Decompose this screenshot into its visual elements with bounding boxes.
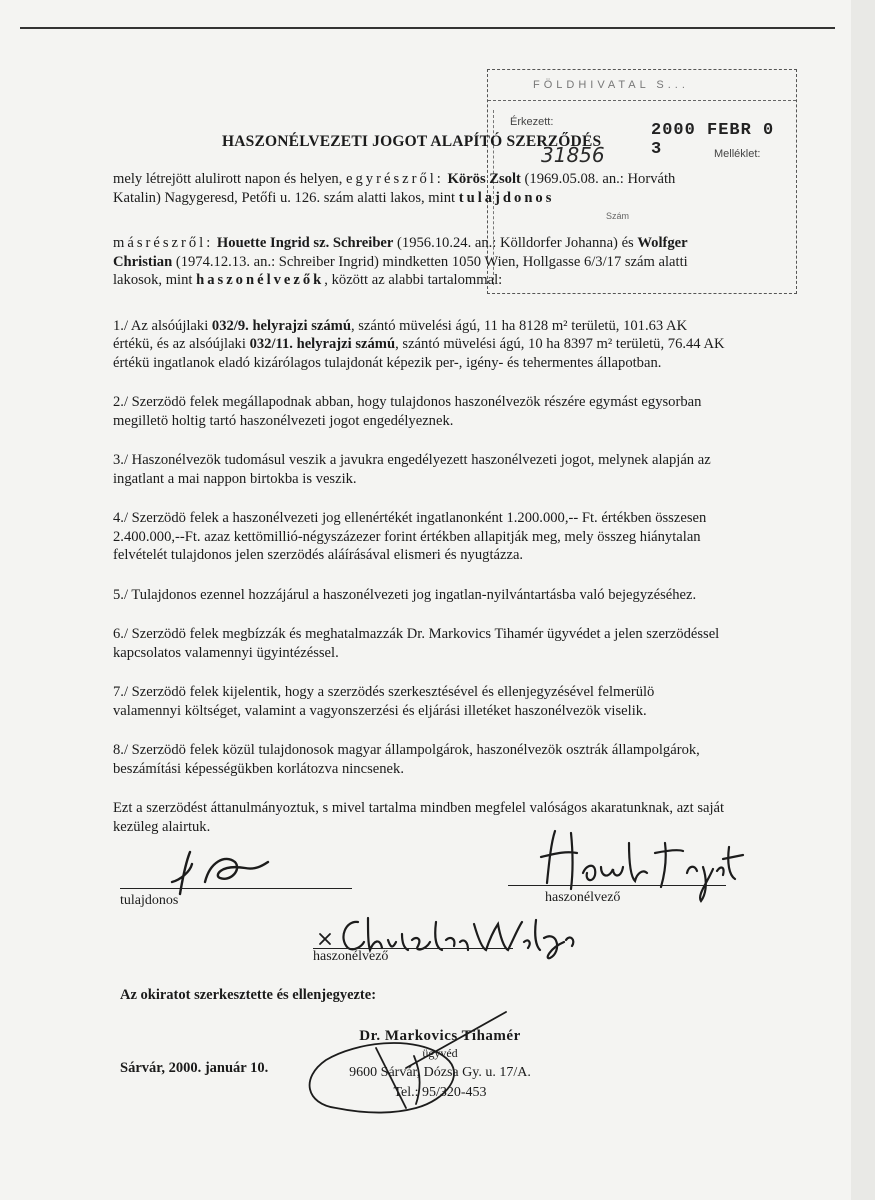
clause-8: 8./ Szerzödö felek közül tulajdonosok magyar állampolgárok, haszonélvezök osztrák állampolgárok, beszámítási képességükben korlátozva nincsenek.: [113, 742, 700, 777]
stamp-divider: [488, 100, 796, 101]
clause-1: 1./ Az alsóújlaki 032/9. helyrajzi számú, szántó müvelési ágú, 11 ha 8128 m² területü, 101.63 AK értékü, és az alsóújlaki 032/11. helyrajzi számú, szántó müvelési ágú, 10 ha 8397 m² területü, 76.44 AK értékü ingatlanok eladó kizárólagos tulajdonát képezik per-, igény- és tehermentes állapotban.: [113, 317, 725, 371]
clause-6: 6./ Szerzödö felek megbízzák és meghatalmazzák Dr. Markovics Tihamér ügyvédet a jelen szerzödéssel kapcsolatos valamennyi ügyintézéssel.: [113, 626, 720, 661]
lawyer-name: Dr. Markovics Tihamér: [359, 1028, 521, 1044]
lawyer-phone: Tel.: 95/320-453: [393, 1085, 487, 1100]
owner-signature-line: [120, 888, 352, 889]
scan-top-edge: [20, 27, 835, 29]
houette-signature-line: [508, 885, 726, 886]
stamp-annex-label: Melléklet:: [714, 148, 761, 160]
contract-body: [113, 170, 725, 836]
stamp-header: FÖLDHIVATAL S...: [533, 79, 689, 91]
lawyer-title: ügyvéd: [422, 1046, 458, 1060]
clause-7: 7./ Szerzödö felek kijelentik, hogy a szerzödés szerkesztésével és ellenjegyzésével felmerülö valamennyi költséget, valamint a vagyonszerzési és eljárási illetéket haszonélvezök viselik.: [113, 684, 655, 719]
closing-statement: Ezt a szerzödést áttanulmányoztuk, s mivel tartalma mindben megfelel valóságos akaratunknak, azt saját kezüleg alairtuk.: [113, 800, 725, 835]
lawyer-signature: [296, 1008, 526, 1128]
clause-4: 4./ Szerzödö felek a haszonélvezeti jog ellenértékét ingatlanonként 1.200.000,-- Ft. értékben összesen 2.400.000,--Ft. azaz kettömillió-négyszázezer forint értékben allapitják meg, mely összeg hiánytalan felvételét tulajdonos jelen szerzödés aláírásával elismeri és nyugtázza.: [113, 510, 707, 563]
clause-5: 5./ Tulajdonos ezennel hozzájárul a haszonélvezeti jog ingatlan-nyilvántartásba való bejegyzéséhez.: [113, 586, 697, 603]
stamp-arrived-label: Érkezett:: [510, 116, 554, 128]
stamp-date: 2000 FEBR 0 3: [651, 121, 775, 159]
party-owner-paragraph: mely létrejött alulirott napon és helyen, egyrészről: Körös Zsolt (1969.05.08. an.: Horváth Katalin) Nagygeresd, Petőfi u. 126. szám alatti lakos, mint tulajdonos: [113, 171, 676, 206]
scan-right-edge: [851, 0, 875, 1200]
usufructuary-2-label: haszonélvező: [313, 949, 389, 964]
stamp-registry-number: 31856: [541, 143, 605, 167]
editor-label: Az okiratot szerkesztette és ellenjegyezte:: [120, 987, 377, 1003]
owner-label: tulajdonos: [120, 893, 179, 908]
clause-2: 2./ Szerzödö felek megállapodnak abban, hogy tulajdonos haszonélvezök részére egymást egysorban megilletö holtig tartó haszonélvezeti jogot engedélyeznek.: [113, 394, 702, 429]
usufructuary-1-label: haszonélvező: [545, 890, 621, 905]
lawyer-address: 9600 Sárvár, Dózsa Gy. u. 17/A.: [349, 1065, 531, 1080]
clause-3: 3./ Haszonélvezök tudomásul veszik a javukra engedélyezett haszonélvezeti jogot, melynek alapján az ingatlant a mai nappon birtokba is veszik.: [113, 452, 711, 487]
stamp-number-label: Szám: [606, 211, 630, 221]
document-title: HASZONÉLVEZETI JOGOT ALAPÍTÓ SZERZŐDÉS: [222, 133, 602, 150]
place-date: Sárvár, 2000. január 10.: [120, 1060, 269, 1076]
party-usufructuary-paragraph: másrészről: Houette Ingrid sz. Schreiber (1956.10.24. an.: Kölldorfer Johanna) és Wolfger Christian (1974.12.13. an.: Schreiber Ingrid) mindketten 1050 Wien, Hollgasse 6/3/17 szám alatti lakosok, mint haszonélvezők, között az alabbi tartalommal:: [113, 235, 688, 288]
